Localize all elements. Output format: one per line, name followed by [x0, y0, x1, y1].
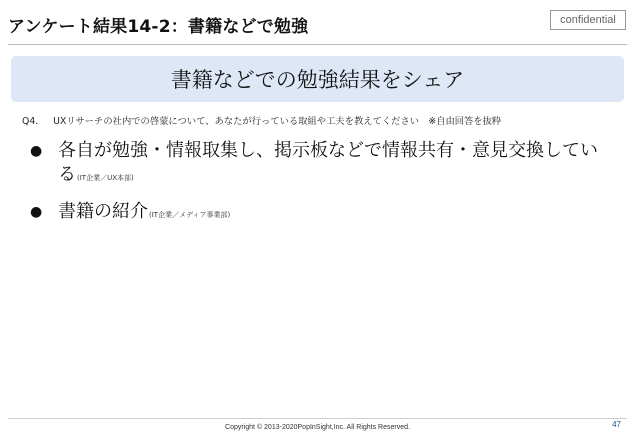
slide-title: アンケート結果14-2：書籍などで勉強	[8, 17, 309, 37]
bullet-icon: ●	[30, 204, 43, 220]
answer-item	[26, 200, 606, 227]
answer-text: 書籍の紹介	[58, 201, 148, 222]
survey-question	[22, 113, 622, 127]
answer-item	[26, 139, 606, 190]
page-number: 47	[612, 420, 621, 429]
answer-list	[26, 139, 606, 237]
copyright-text: Copyright © 2013-2020PopInSight,Inc. All Rights Reserved.	[225, 424, 410, 431]
answer-respondent: (IT企業／UX本部)	[77, 174, 134, 182]
question-text: UXリサーチの社内での啓蒙について、あなたが行っている取組や工夫を教えてください ※自由回答を抜粋	[53, 116, 502, 127]
confidential-badge: confidential	[550, 10, 626, 30]
bullet-icon: ●	[30, 143, 43, 159]
title-divider	[8, 44, 627, 45]
answer-text: 各自が勉強・情報取集し、掲示板などで情報共有・意見交換している	[58, 140, 598, 185]
footer-divider	[8, 418, 627, 419]
section-banner: 書籍などでの勉強結果をシェア	[11, 56, 624, 102]
answer-respondent: (IT企業／メディア事業部)	[149, 211, 231, 219]
question-number: Q4.	[22, 116, 39, 127]
